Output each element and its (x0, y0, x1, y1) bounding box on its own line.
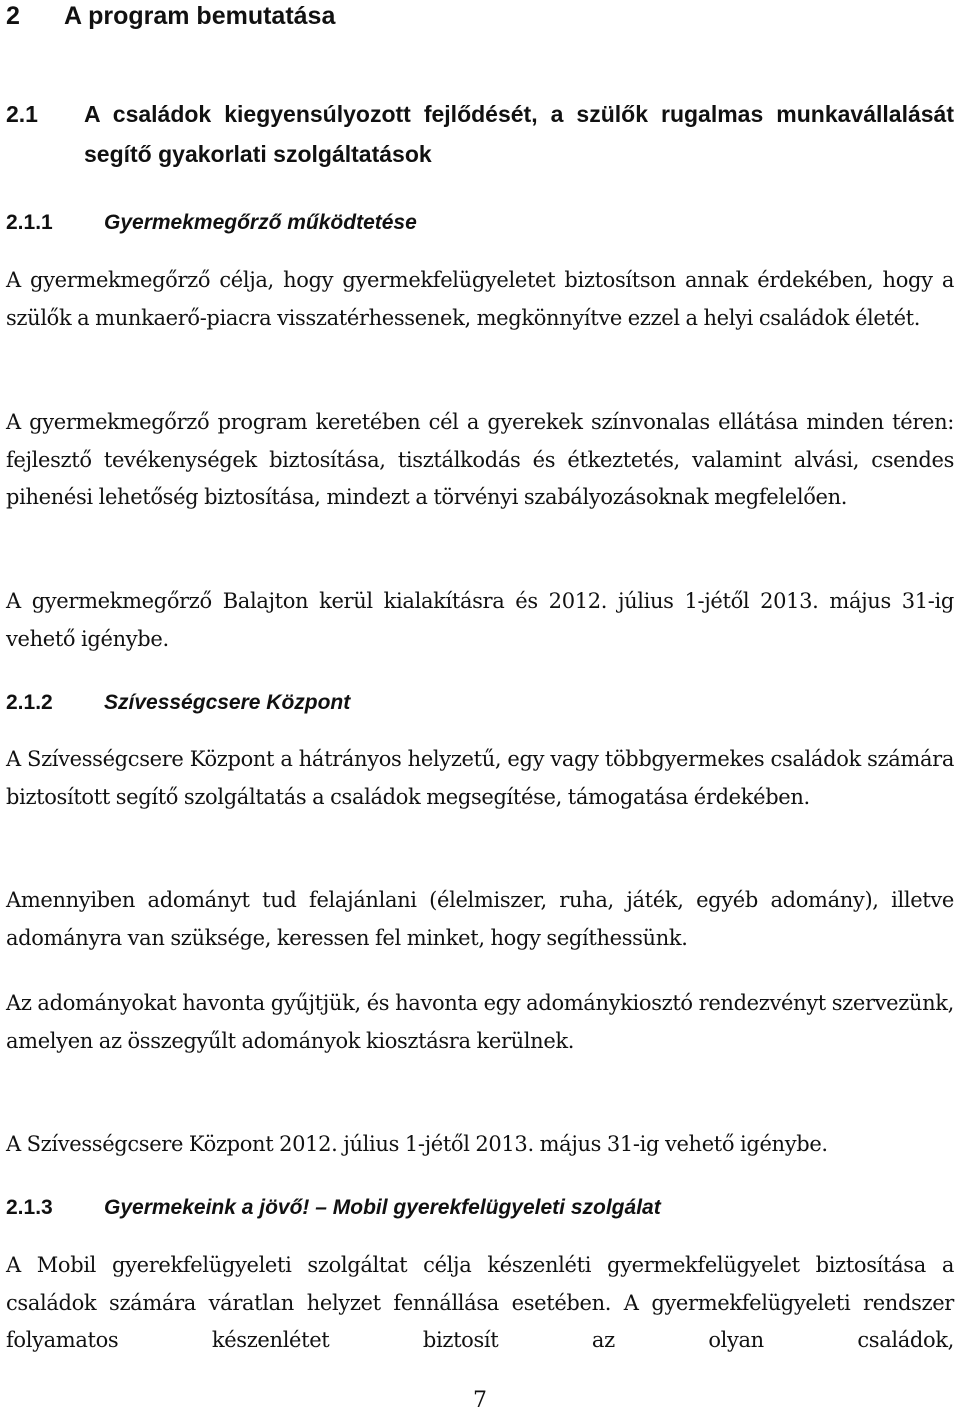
paragraph: A gyermekmegőrző program keretében cél a gyerekek színvonalas ellátása minden téren: fejlesztő tevékenységek biztosítása, tisztálkodás és étkeztetés, valamint alvási, csendes pihenési lehetőség biztosítása, mindezt a törvényi szabályozásoknak megfelelően. (6, 410, 954, 509)
subsection-number: 2.1 (6, 101, 38, 127)
item-title: Gyermekmegőrző működtetése (104, 211, 417, 234)
section-number: 2 (6, 2, 20, 30)
paragraph: A Szívességcsere Központ 2012. július 1-jétől 2013. május 31-ig vehető igénybe. (6, 1132, 828, 1156)
subsection-heading (6, 94, 954, 174)
subsection-title: A családok kiegyensúlyozott fejlődését, a szülők rugalmas munkavállalását segítő gyakorlati szolgáltatások (84, 101, 954, 167)
section-heading (6, 0, 335, 32)
item-heading-2-1-3 (6, 1193, 661, 1223)
page-number: 7 (473, 1388, 487, 1413)
item-title: Gyermekeink a jövő! – Mobil gyerekfelügyeleti szolgálat (104, 1196, 661, 1219)
item-heading-2-1-2 (6, 688, 350, 718)
item-number: 2.1.2 (6, 691, 53, 714)
paragraph: A gyermekmegőrző célja, hogy gyermekfelügyeletet biztosítson annak érdekében, hogy a szülők a munkaerő-piacra visszatérhessenek, megkönnyítve ezzel a helyi családok életét. (6, 268, 954, 330)
paragraph: A Mobil gyerekfelügyeleti szolgáltat célja készenléti gyermekfelügyelet biztosítása a családok számára váratlan helyzet fennállása esetében. A gyermekfelügyeleti rendszer folyamatos készenlétet biztosít az olyan családok, (6, 1253, 954, 1352)
paragraph: Az adományokat havonta gyűjtjük, és havonta egy adománykiosztó rendezvényt szervezünk, amelyen az összegyűlt adományok kiosztásra kerülnek. (6, 991, 954, 1053)
section-title: A program bemutatása (64, 2, 336, 30)
item-number: 2.1.1 (6, 211, 53, 234)
paragraph: A Szívességcsere Központ a hátrányos helyzetű, egy vagy többgyermekes családok számára biztosított segítő szolgáltatás a családok megsegítése, támogatása érdekében. (6, 747, 954, 809)
item-number: 2.1.3 (6, 1196, 53, 1219)
item-title: Szívességcsere Központ (104, 691, 351, 714)
paragraph: A gyermekmegőrző Balajton kerül kialakításra és 2012. július 1-jétől 2013. május 31-ig vehető igénybe. (6, 589, 954, 651)
paragraph: Amennyiben adományt tud felajánlani (élelmiszer, ruha, játék, egyéb adomány), illetve adományra van szüksége, keressen fel minket, hogy segíthessünk. (6, 888, 954, 950)
item-heading-2-1-1 (6, 208, 417, 238)
